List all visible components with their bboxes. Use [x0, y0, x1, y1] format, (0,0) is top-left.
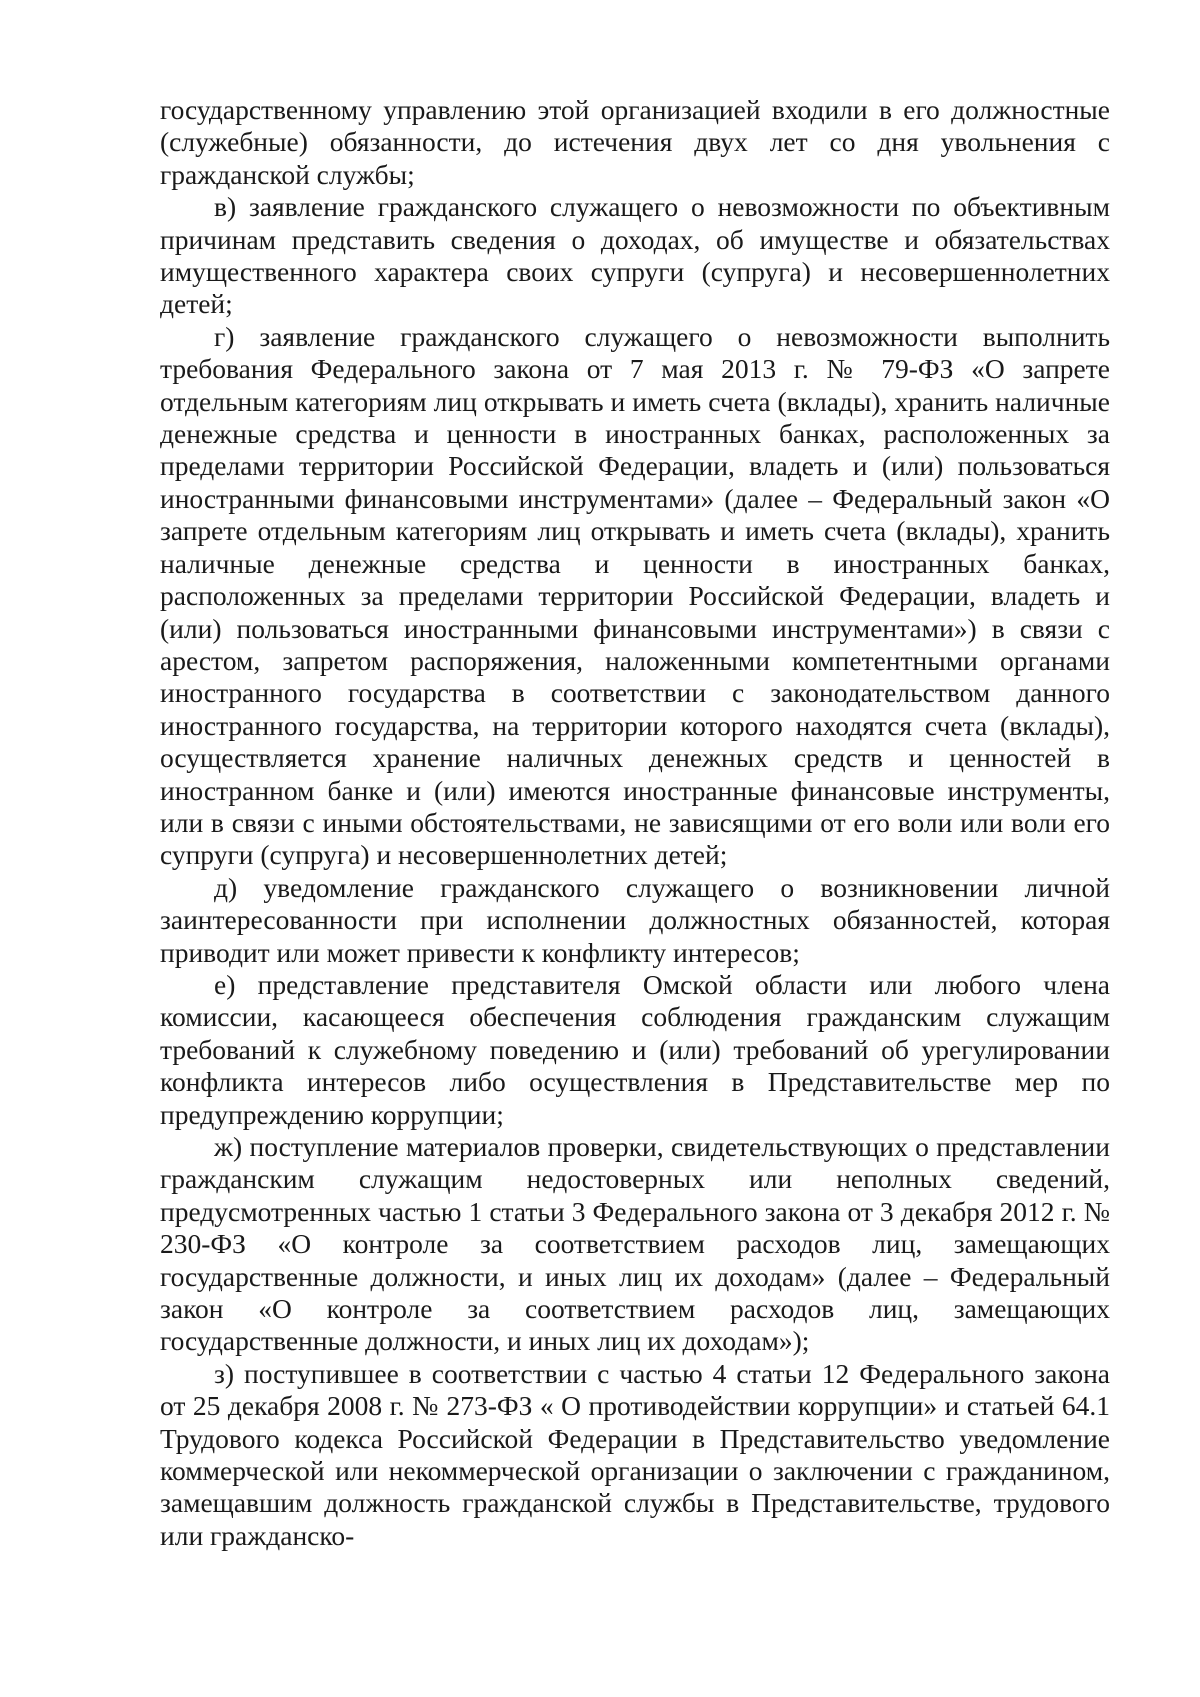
paragraph-item-g: г) заявление гражданского служащего о невозможности выполнить требования Федерального закона от 7 мая 2013 г. № 79-ФЗ «О запрете отдельным категориям лиц открывать и иметь счета (вклады), хранить наличные денежные средства и ценности в иностранных банках, расположенных за пределами территории Российской Федерации, владеть и (или) пользоваться иностранными финансовыми инструментами» (далее – Федеральный закон «О запрете отдельным категориям лиц открывать и иметь счета (вклады), хранить наличные денежные средства и ценности в иностранных банках, расположенных за пределами территории Российской Федерации, владеть и (или) пользоваться иностранными финансовыми инструментами») в связи с арестом, запретом распоряжения, наложенными компетентными органами иностранного государства в соответствии с законодательством данного иностранного государства, на территории которого находятся счета (вклады), осуществляется хранение наличных денежных средств и ценностей в иностранном банке и (или) имеются иностранные финансовые инструменты, или в связи с иными обстоятельствами, не зависящими от его воли или воли его супруги (супруга) и несовершеннолетних детей; [160, 320, 1110, 871]
paragraph-continuation: государственному управлению этой организацией входили в его должностные (служебные) обязанности, до истечения двух лет со дня увольнения с гражданской службы; [160, 94, 1110, 190]
paragraph-item-z: з) поступившее в соответствии с частью 4 статьи 12 Федерального закона от 25 декабря 2008 г. № 273-ФЗ « О противодействии коррупции» и статьей 64.1 Трудового кодекса Российской Федерации в Представительство уведомление коммерческой или некоммерческой организации о заключении с гражданином, замещавшим должность гражданской службы в Представительстве, трудового или гражданско- [160, 1357, 1110, 1551]
paragraph-item-d: д) уведомление гражданского служащего о возникновении личной заинтересованности при исполнении должностных обязанностей, которая приводит или может привести к конфликту интересов; [160, 871, 1110, 968]
paragraph-item-zh: ж) поступление материалов проверки, свидетельствующих о представлении гражданским служащим недостоверных или неполных сведений, предусмотренных частью 1 статьи 3 Федерального закона от 3 декабря 2012 г. № 230-ФЗ «О контроле за соответствием расходов лиц, замещающих государственные должности, и иных лиц их доходам» (далее – Федеральный закон «О контроле за соответствием расходов лиц, замещающих государственные должности, и иных лиц их доходам»); [160, 1131, 1110, 1357]
document-body [160, 94, 1110, 1552]
paragraph-item-e: е) представление представителя Омской области или любого члена комиссии, касающееся обеспечения соблюдения гражданским служащим требований к служебному поведению и (или) требований об урегулировании конфликта интересов либо осуществления в Представительстве мер по предупреждению коррупции; [160, 968, 1110, 1130]
paragraph-item-v: в) заявление гражданского служащего о невозможности по объективным причинам представить сведения о доходах, об имуществе и обязательствах имущественного характера своих супруги (супруга) и несовершеннолетних детей; [160, 191, 1110, 320]
